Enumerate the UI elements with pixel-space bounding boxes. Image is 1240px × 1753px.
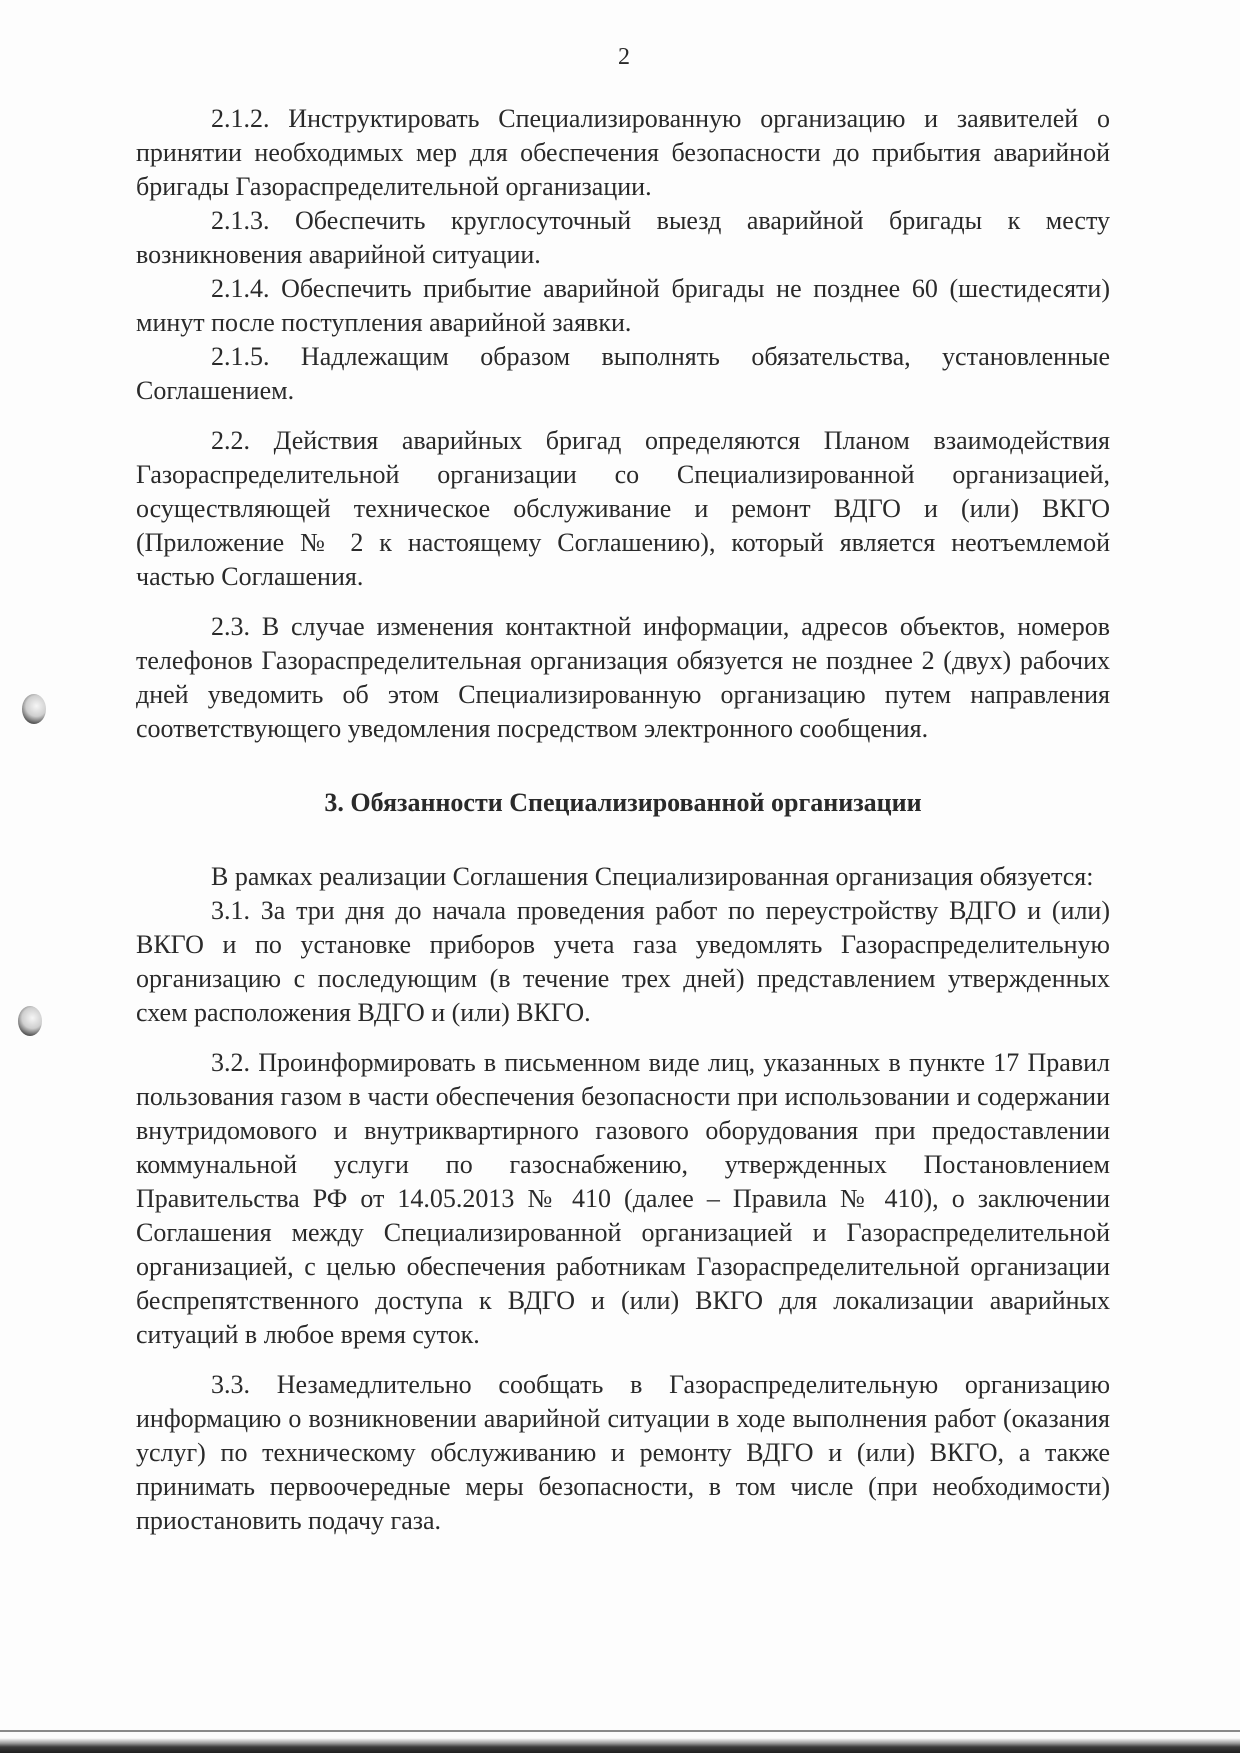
- clause-2-1-3: 2.1.3. Обеспечить круглосуточный выезд аварийной бригады к месту возникновения аварийной ситуации.: [136, 206, 1110, 269]
- scan-bottom-edge: [0, 1738, 1240, 1753]
- clause-2-3: 2.3. В случае изменения контактной информации, адресов объектов, номеров телефонов Газораспределительная организация обязуется не позднее 2 (двух) рабочих дней уведомить об этом Специализированную организацию путем направления соответствующего уведомления посредством электронного сообщения.: [136, 612, 1110, 743]
- clause-3-2: 3.2. Проинформировать в письменном виде лиц, указанных в пункте 17 Правил пользования газом в части обеспечения безопасности при использовании и содержании внутридомового и внутриквартирного газового оборудования при предоставлении коммунальной услуги по газоснабжению, утвержденных Постановлением Правительства РФ от 14.05.2013 № 410 (далее – Правила № 410), о заключении Соглашения между Специализированной организацией и Газораспределительной организацией, с целью обеспечения работникам Газораспределительной организации беспрепятственного доступа к ВДГО и (или) ВКГО для локализации аварийных ситуаций в любое время суток.: [136, 1048, 1110, 1349]
- clause-2-1-5: 2.1.5. Надлежащим образом выполнять обязательства, установленные Соглашением.: [136, 342, 1110, 405]
- clause-2-1-2: 2.1.2. Инструктировать Специализированную организацию и заявителей о принятии необходимых мер для обеспечения безопасности до прибытия аварийной бригады Газораспределительной организации.: [136, 104, 1110, 201]
- clause-3-3: 3.3. Незамедлительно сообщать в Газораспределительную организацию информацию о возникновении аварийной ситуации в ходе выполнения работ (оказания услуг) по техническому обслуживанию и ремонту ВДГО и (или) ВКГО, а также принимать первоочередные меры безопасности, в том числе (при необходимости) приостановить подачу газа.: [136, 1370, 1110, 1535]
- clause-2-2: 2.2. Действия аварийных бригад определяются Планом взаимодействия Газораспределительной организации со Специализированной организацией, осуществляющей техническое обслуживание и ремонт ВДГО и (или) ВКГО (Приложение № 2 к настоящему Соглашению), который является неотъемлемой частью Соглашения.: [136, 426, 1110, 591]
- clause-2-1-4: 2.1.4. Обеспечить прибытие аварийной бригады не позднее 60 (шестидесяти) минут после поступления аварийной заявки.: [136, 274, 1110, 337]
- clause-3-1: 3.1. За три дня до начала проведения работ по переустройству ВДГО и (или) ВКГО и по установке приборов учета газа уведомлять Газораспределительную организацию с последующим (в течение трех дней) представлением утвержденных схем расположения ВДГО и (или) ВКГО.: [136, 896, 1110, 1027]
- document-body: [136, 102, 1110, 1538]
- punch-hole-mark: [22, 694, 46, 724]
- section-3-heading: 3. Обязанности Специализированной организации: [324, 788, 922, 817]
- section-3-intro: В рамках реализации Соглашения Специализированная организация обязуется:: [211, 862, 1094, 891]
- scan-edge-line: [0, 1730, 1240, 1732]
- page-number: 2: [618, 44, 630, 70]
- punch-hole-mark: [18, 1006, 42, 1036]
